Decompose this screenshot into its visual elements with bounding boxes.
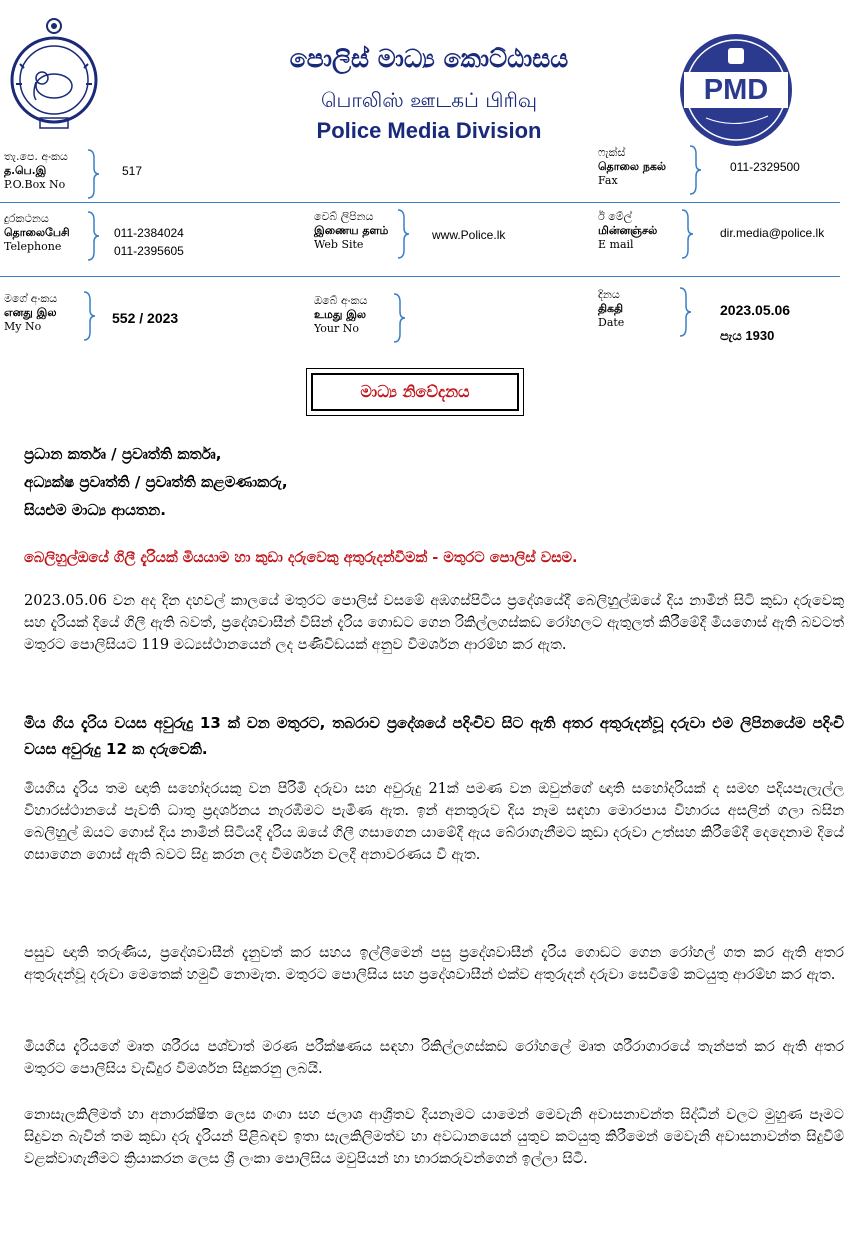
notice-title-box: [306, 368, 524, 416]
notice-title: මාධ්‍ය නිවේදනය: [311, 373, 519, 411]
pmd-logo: [676, 30, 796, 150]
divider: [0, 276, 840, 277]
addressee-line: සියළුම මාධ්‍ය ආයතන.: [24, 501, 166, 519]
paragraph-bold: මිය ගිය දැරිය වයස අවුරුදු 13 ක් වන මතුරට, තබරාව ප්‍රදේශයේ පදිංචිව සිට ඇති අතර අතුරුදන්වූ දරුවා එම ලිපිනයේම පදිංචි වයස අවුරුදු 12 ක දරුවෙකි.: [24, 714, 844, 758]
headline: බෙලිහුල්ඔයේ ගිලී දැරියක් මියයාම හා කුඩා දරුවෙකු අතුරුදන්වීමක් - මතුරට පොලිස් වසම.: [24, 550, 578, 566]
yourno-label: ඔබේ අංකය உமது இல Your No: [314, 294, 368, 335]
title-tamil: பொலிஸ் ஊடகப் பிரிவு: [320, 88, 537, 112]
pobox-label: තැ.පෙ. අංකය த.பெ.இ P.O.Box No: [4, 150, 68, 191]
brace-icon: [680, 208, 694, 260]
myno-value: 552 / 2023: [112, 310, 179, 326]
brace-icon: [82, 290, 96, 342]
paragraph: නොසැලකිලිමත් හා අනාරක්ෂිත ලෙස ගංගා සහ ජලාශ ආශ්‍රිතව දියනෑමට යාමෙන් මෙවැනි අවාසනාවන්ත සිද්ධීන් වලට මුහුණ පෑමට සිදුවන බැවින් තම කුඩා දරු දැරියන් පිළිබඳව ඉතා සැලකිලිමත්ව හා අවධානයෙන් යුතුව කටයුතු කිරීමෙන් මෙවැනි අවාසනාවන්ත සිදුවීම් වළක්වාගැනීමට ක්‍රියාකරන ලෙස ශ්‍රී ලංකා පොලිසිය මවුපියන් හා භාරකරුවන්ගෙන් ඉල්ලා සිටී.: [24, 1107, 844, 1167]
date-label: දිනය திகதி Date: [598, 288, 625, 329]
paragraph: මියගිය දැරියගේ මෘත ශරීරය පශ්චාත් මරණ පරීක්ෂණය සඳහා රිකිල්ලගස්කඩ රෝහලේ මෘත ශරීරාගාරයේ තැන්පත් කර ඇති අතර මතුරට පොලිසිය වැඩිදුර විමර්ශන සිදුකරනු ලබයි.: [24, 1039, 844, 1077]
fax-value: 011-2329500: [730, 160, 800, 174]
myno-label: මගේ අංකය எனது இல My No: [4, 292, 58, 333]
brace-icon: [678, 286, 692, 338]
brace-icon: [392, 292, 406, 344]
brace-icon: [86, 148, 100, 200]
website-value[interactable]: www.Police.lk: [432, 228, 506, 242]
title-english: Police Media Division: [316, 118, 542, 143]
addressee-line: ප්‍රධාන කර්තෘ / ප්‍රවෘත්ති කර්තෘ,: [24, 445, 222, 463]
brace-icon: [396, 208, 410, 260]
paragraph: 2023.05.06 වන අද දින දහවල් කාලයේ මතුරට පොලිස් වසමේ අඹගස්පිටිය ප්‍රදේශයේදී බෙලිහුල්ඔයේ දිය නාමින් සිටි කුඩා දරුවෙකු සහ දැරියක් දියේ ගිලී ඇති බවත්, ප්‍රදේශවාසීන් විසින් දැරිය ගොඩට ගෙන රිකිල්ලගස්කඩ රෝහලට ඇතුලත් කිරීමේදී මියගොස් ඇති බවටත් මතුරට පොලිසියට 119 මධ්‍යස්ථානයෙන් ලද පණිවිඩයක් අනුව විමර්ශන ආරම්භ කර ඇත.: [24, 593, 844, 653]
brace-icon: [688, 144, 702, 196]
brace-icon: [86, 210, 100, 262]
time-value: පැය 1930: [720, 328, 775, 343]
email-label: ඊ මේල් மின்னஞ்சல் E mail: [598, 210, 658, 251]
paragraph: මියගිය දැරිය තම ඥාති සහෝදරයකු වන පිරිමි දරුවා සහ අවුරුදු 21ක් පමණ වන ඔවුන්ගේ ඥාති සහෝදරියක් ද සමඟ පදියපැලැල්ල විහාරස්ථානයේ පැවති ධාතු ප්‍රදර්ශනය නැරඹීමට පැමිණ ඇත. ඉන් අනතුරුව දිය නෑම සඳහා මොරපාය විහාරය අසලින් ගලා බසින බෙලිහුල් ඔයට ගොස් දිය නාමින් සිටියදී දැරිය ඔයේ ගිලී ගසාගෙන යාමේදී ඇය බේරාගැනීමට කුඩා දරුවා උත්සහ කිරීමේදී දෙදෙනාම දියේ ගසාගෙන ගොස් ඇති බවට සිදු කරන ලද විමර්ශන වලදී අනාවරණය වී ඇත.: [24, 781, 844, 863]
addressee-list: [24, 440, 288, 524]
pmd-logo-text: PMD: [703, 74, 769, 106]
pobox-value: 517: [122, 164, 143, 178]
title-sinhala: පොලිස් මාධ්‍ය කොට්ඨාසය: [289, 44, 569, 73]
telephone-label: දුරකථනය தொலைபேசி Telephone: [4, 212, 70, 253]
divider: [0, 202, 840, 203]
telephone-values: 011-2384024 011-2395605: [114, 226, 184, 258]
email-value[interactable]: dir.media@police.lk: [720, 226, 825, 240]
website-label: වෙබ් ලිපිනය இணைய தளம் Web Site: [314, 210, 389, 251]
addressee-line: අධ්‍යක්ෂ ප්‍රවෘත්ති / ප්‍රවෘත්ති කළමණාකරු,: [24, 473, 288, 491]
paragraph: පසුව ඥාති තරුණිය, ප්‍රදේශවාසීන් දැනුවත් කර සහය ඉල්ලීමෙන් පසු ප්‍රදේශවාසීන් දැරිය ගොඩට ගෙන රෝහල් ගත කර ඇති අතර අතුරුදන්වූ දරුවා මෙතෙක් හමුවී නොමැත. මතුරට පොලිසිය සහ ප්‍රදේශවාසීන් එක්ව අතුරුදන් දරුවා සෙවීමේ කටයුතු ආරම්භ කර ඇත.: [24, 945, 844, 983]
date-value: 2023.05.06: [720, 302, 791, 318]
fax-label: ෆැක්ස් தொலை நகல் Fax: [598, 146, 667, 187]
